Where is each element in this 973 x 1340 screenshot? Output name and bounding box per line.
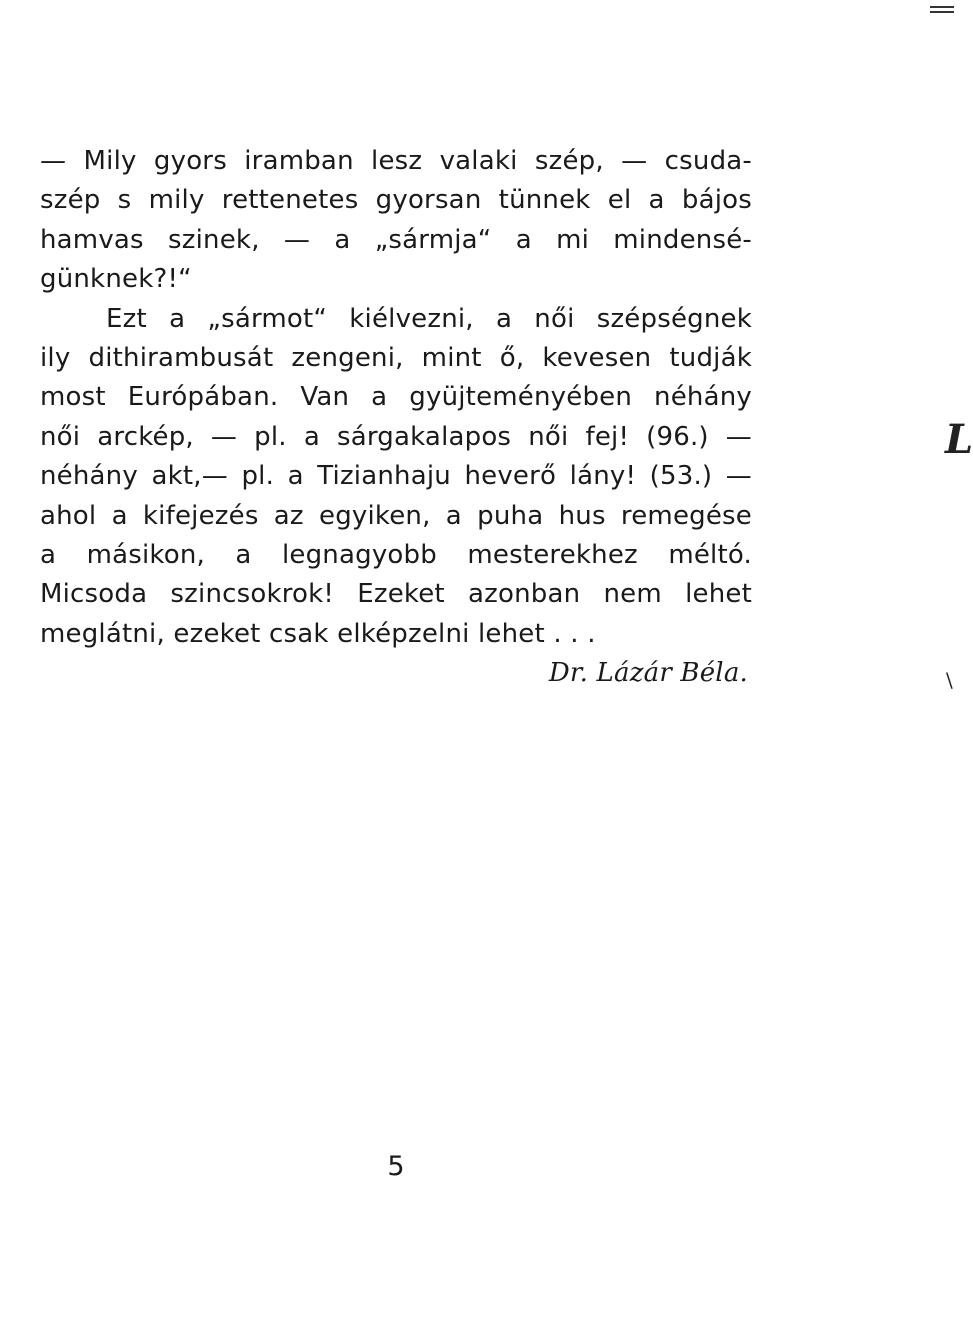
corner-rule-bottom [930,11,954,13]
margin-mark-lower: \ [946,668,953,692]
text-line: Ezt a „sármot“ kiélvezni, a női szépségnek [106,303,752,334]
body-text [40,142,752,693]
margin-mark-upper: L [945,416,973,463]
text-line: günknek?!“ [40,264,192,295]
author-signature: Dr. Lázár Béla. [548,658,748,689]
text-line: — Mily gyors iramban lesz valaki szép, — csuda- [40,146,752,176]
text-line: most Európában. Van a gyüjteményében néhány [40,382,752,413]
text-line: ahol a kifejezés az egyiken, a puha hus remegése [40,500,752,531]
text-line: meglátni, ezeket csak elképzelni lehet . . . [40,618,596,649]
text-line: ily dithirambusát zengeni, mint ő, kevesen tudják [40,342,752,373]
text-line: a másikon, a legnagyobb mesterekhez méltó. [40,539,752,570]
text-line: női arckép, — pl. a sárgakalapos női fej! (96.) — [40,421,752,452]
page-number: 5 [387,1151,405,1182]
corner-rule-top [930,6,954,8]
text-line: néhány akt,— pl. a Tizianhaju heverő lány! (53.) — [40,461,752,492]
text-line: hamvas szinek, — a „sármja“ a mi mindensé- [40,224,752,255]
text-line: Micsoda szincsokrok! Ezeket azonban nem lehet [40,579,752,610]
corner-rule-marks [930,6,954,20]
text-line: szép s mily rettenetes gyorsan tünnek el a bájos [40,185,752,216]
